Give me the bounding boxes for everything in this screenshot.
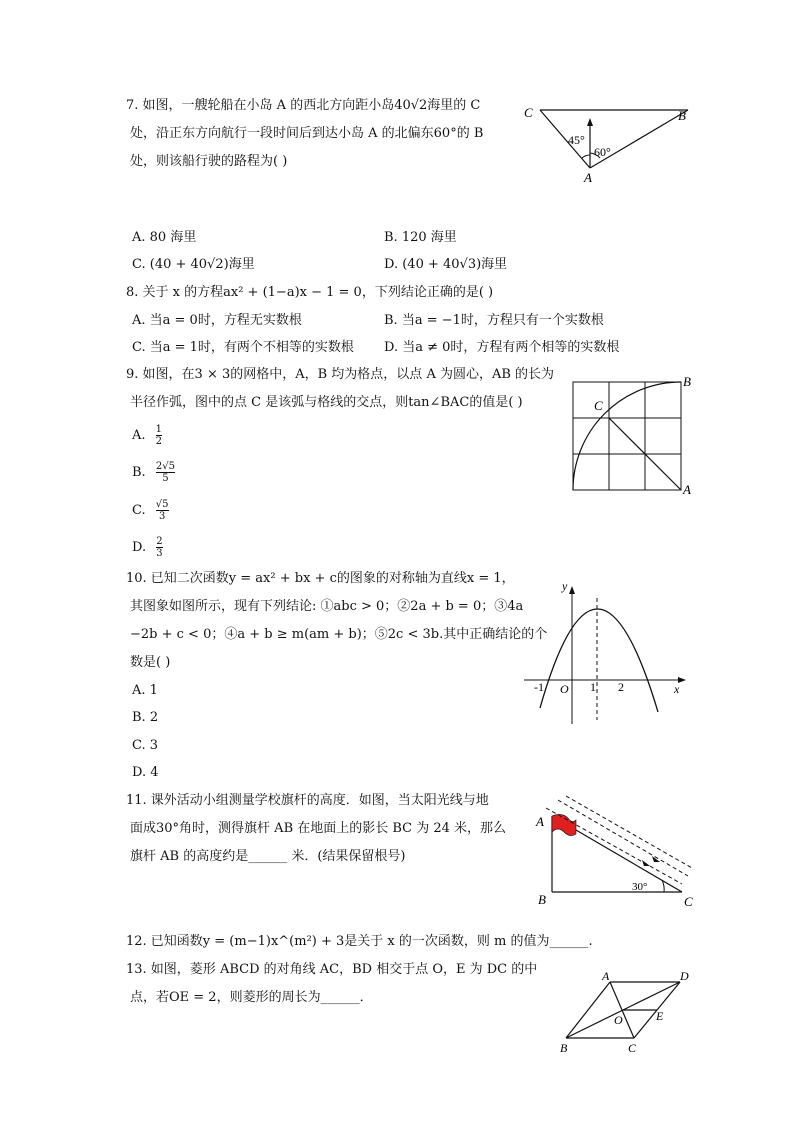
q10-origin: O [560, 682, 569, 696]
q9-option-c-fraction [156, 499, 169, 522]
q9-option-c [132, 499, 169, 522]
q9-label-c: C [594, 398, 603, 413]
q11-flag [552, 814, 576, 835]
q8-option-a: A. 当a = 0时，方程无实数根 [132, 313, 302, 328]
q13-line1: 13. 如图，菱形 ABCD 的对角线 AC，BD 相交于点 O，E 为 DC 的中 [126, 962, 538, 977]
q10-tick-2: 2 [618, 680, 624, 694]
q9-option-a-label: A. [132, 428, 146, 443]
q9-option-b-fraction [156, 461, 175, 484]
q9-option-b-label: B. [132, 465, 146, 480]
q9-label-b: B [683, 374, 691, 389]
q7-label-b: B [678, 108, 686, 123]
q10-line1: 10. 已知二次函数y = ax² + bx + c的图象的对称轴为直线x = 1， [126, 571, 515, 586]
q8-line1: 8. 关于 x 的方程ax² + (1−a)x − 1 = 0，下列结论正确的是( ) [126, 285, 494, 300]
q10-line2: 其图象如图所示，现有下列结论: ①abc > 0；②2a + b = 0；③4a [130, 599, 524, 614]
q9-option-a-den: 2 [155, 436, 163, 447]
q9-option-c-label: C. [132, 503, 146, 518]
q11-line1: 11. 课外活动小组测量学校旗杆的高度．如图，当太阳光线与地 [126, 793, 489, 808]
q7-label-c: C [524, 105, 533, 120]
q8-option-b: B. 当a = −1时，方程只有一个实数根 [384, 313, 604, 328]
q13-label-c: C [628, 1041, 637, 1055]
q10-line4: 数是( ) [130, 655, 171, 670]
q11-label-c: C [684, 894, 693, 909]
q9-figure [565, 372, 695, 497]
q9-option-d-fraction [156, 536, 162, 559]
q10-tick-1: 1 [590, 680, 596, 694]
q9-line1: 9. 如图，在3 × 3的网格中，A，B 均为格点，以点 A 为圆心，AB 的长为 [126, 367, 555, 382]
q7-angle-60: 60° [594, 145, 611, 159]
q13-label-e: E [656, 1009, 664, 1023]
q13-line2: 点，若OE = 2，则菱形的周长为______． [130, 990, 373, 1005]
q13-label-b: B [560, 1041, 568, 1055]
q11-label-b: B [538, 892, 546, 907]
q10-option-d: D. 4 [132, 765, 159, 780]
q10-option-c: C. 3 [132, 738, 159, 753]
q7-label-a: A [584, 170, 592, 185]
q9-option-b-num: 2√5 [155, 461, 175, 472]
q7-line1: 7. 如图，一艘轮船在小岛 A 的西北方向距小岛40√2海里的 C [126, 98, 481, 113]
q9-option-b-den: 5 [156, 472, 175, 484]
q9-option-d-den: 3 [156, 548, 163, 559]
q8-option-c: C. 当a = 1时，有两个不相等的实数根 [132, 340, 354, 355]
q7-line2: 处，沿正东方向航行一段时间后到达小岛 A 的北偏东60°的 B [130, 126, 484, 141]
q9-option-d-label: D. [132, 540, 147, 555]
q8-option-d: D. 当a ≠ 0时，方程有两个相等的实数根 [384, 340, 620, 355]
q7-option-c: C. (40 + 40√2)海里 [132, 257, 255, 272]
q13-label-o: O [614, 1013, 623, 1027]
q13-figure [556, 968, 696, 1058]
q11-line2: 面成30°角时，测得旗杆 AB 在地面上的影长 BC 为 24 米，那么 [130, 821, 507, 836]
q12-line1: 12. 已知函数y = (m−1)x^(m²) + 3是关于 x 的一次函数，则 m 的值为______. [126, 934, 593, 949]
q9-option-d-num: 2 [156, 536, 163, 547]
q11-figure [532, 796, 697, 911]
q7-option-a: A. 80 海里 [132, 230, 197, 245]
q7-figure [520, 100, 700, 190]
q9-option-a-fraction [156, 424, 162, 447]
q9-line2: 半径作弧，图中的点 C 是该弧与格线的交点，则tan∠BAC的值是( ) [130, 395, 523, 410]
q11-line3: 旗杆 AB 的高度约是______ 米．(结果保留根号) [130, 849, 406, 864]
q13-label-d: D [680, 969, 689, 983]
q7-option-d: D. (40 + 40√3)海里 [384, 257, 508, 272]
q7-option-b: B. 120 海里 [384, 230, 457, 245]
q9-option-a-num: 1 [155, 424, 163, 435]
q10-line3: −2b + c < 0；④a + b ≥ m(am + b)；⑤2c < 3b.其中正确结论的个 [130, 627, 548, 642]
q9-label-a: A [683, 482, 691, 497]
q10-option-b: B. 2 [132, 710, 159, 725]
q13-label-a: A [602, 969, 610, 983]
q10-figure [520, 578, 690, 728]
q9-option-c-num: √5 [155, 499, 169, 510]
q10-axis-x: x [674, 682, 680, 696]
q11-label-a: A [536, 814, 544, 829]
q9-option-b [132, 461, 175, 484]
q9-option-c-den: 3 [156, 510, 169, 522]
q7-angle-45: 45° [568, 133, 585, 147]
q10-option-a: A. 1 [132, 683, 158, 698]
q7-line3: 处，则该船行驶的路程为( ) [130, 154, 288, 169]
q10-axis-y: y [562, 579, 568, 593]
q11-angle: 30° [632, 881, 648, 893]
q9-option-a [132, 424, 162, 447]
q10-tick-neg1: -1 [534, 680, 544, 694]
q9-option-d [132, 536, 163, 559]
